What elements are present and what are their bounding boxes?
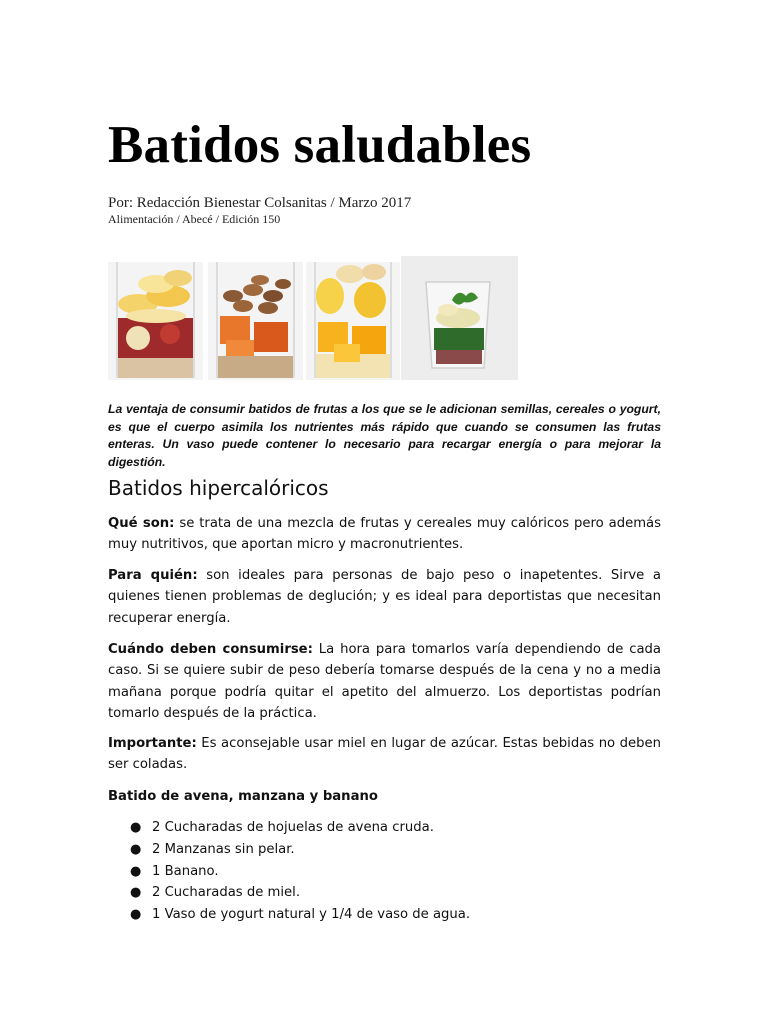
intro-paragraph: La ventaja de consumir batidos de frutas a los que se le adicionan semillas, cereales o yogurt, es que el cuerpo asimila los nutrientes más rápido que cuando se consumen las frutas enteras. Un vaso puede contener lo necesario para recargar energía o para mejorar la digestión. xyxy=(108,402,661,469)
section-line: Alimentación / Abecé / Edición 150 xyxy=(108,212,281,226)
who-text: son ideales para personas de bajo peso o inapetentes. Sirve a quienes tienen problemas de deglución; y es ideal para deportistas que necesitan recuperar energía. xyxy=(108,568,661,626)
bullet-icon: ● xyxy=(130,841,142,857)
bullet-icon: ● xyxy=(130,863,142,879)
list-item: ● 1 Banano. xyxy=(108,861,628,883)
ingredient-list xyxy=(108,817,628,926)
green-smoothie-image xyxy=(401,256,518,380)
who-label: Para quién: xyxy=(108,568,198,583)
papaya-almond-smoothie-image xyxy=(208,262,303,380)
bullet-icon: ● xyxy=(130,885,142,901)
list-item: ● 2 Cucharadas de hojuelas de avena cruda. xyxy=(108,817,628,839)
list-item: ● 1 Vaso de yogurt natural y 1/4 de vaso de agua. xyxy=(108,904,628,926)
what-text: se trata de una mezcla de frutas y cereales muy calóricos pero además muy nutritivos, que aportan micro y macronutrientes. xyxy=(108,516,661,553)
who-paragraph xyxy=(108,565,661,629)
important-paragraph xyxy=(108,733,661,776)
what-paragraph xyxy=(108,513,661,556)
what-label: Qué son: xyxy=(108,516,175,531)
when-paragraph xyxy=(108,639,661,725)
bullet-icon: ● xyxy=(130,820,142,835)
recipe-title: Batido de avena, manzana y banano xyxy=(108,789,378,804)
oats-apple-banana-smoothie-image xyxy=(108,262,203,380)
list-item: ● 2 Manzanas sin pelar. xyxy=(108,839,628,861)
list-item: ● 2 Cucharadas de miel. xyxy=(108,882,628,904)
section-heading: Batidos hipercalóricos xyxy=(108,476,329,500)
important-text: Es aconsejable usar miel en lugar de azúcar. Estas bebidas no deben ser coladas. xyxy=(108,736,661,773)
byline: Por: Redacción Bienestar Colsanitas / Marzo 2017 xyxy=(108,195,412,211)
when-label: Cuándo deben consumirse: xyxy=(108,642,313,657)
when-text: La hora para tomarlos varía dependiendo de cada caso. Si se quiere subir de peso debería tomarse después de la cena y no a media mañana porque podría quitar el apetito del almuerzo. Los deportistas podrían tomarlo después de la práctica. xyxy=(108,642,662,722)
bullet-icon: ● xyxy=(130,907,142,923)
article-title: Batidos saludables xyxy=(108,116,532,174)
important-label: Importante: xyxy=(108,736,197,751)
smoothie-glasses-photo xyxy=(108,256,518,380)
banana-mango-smoothie-image xyxy=(306,262,400,380)
